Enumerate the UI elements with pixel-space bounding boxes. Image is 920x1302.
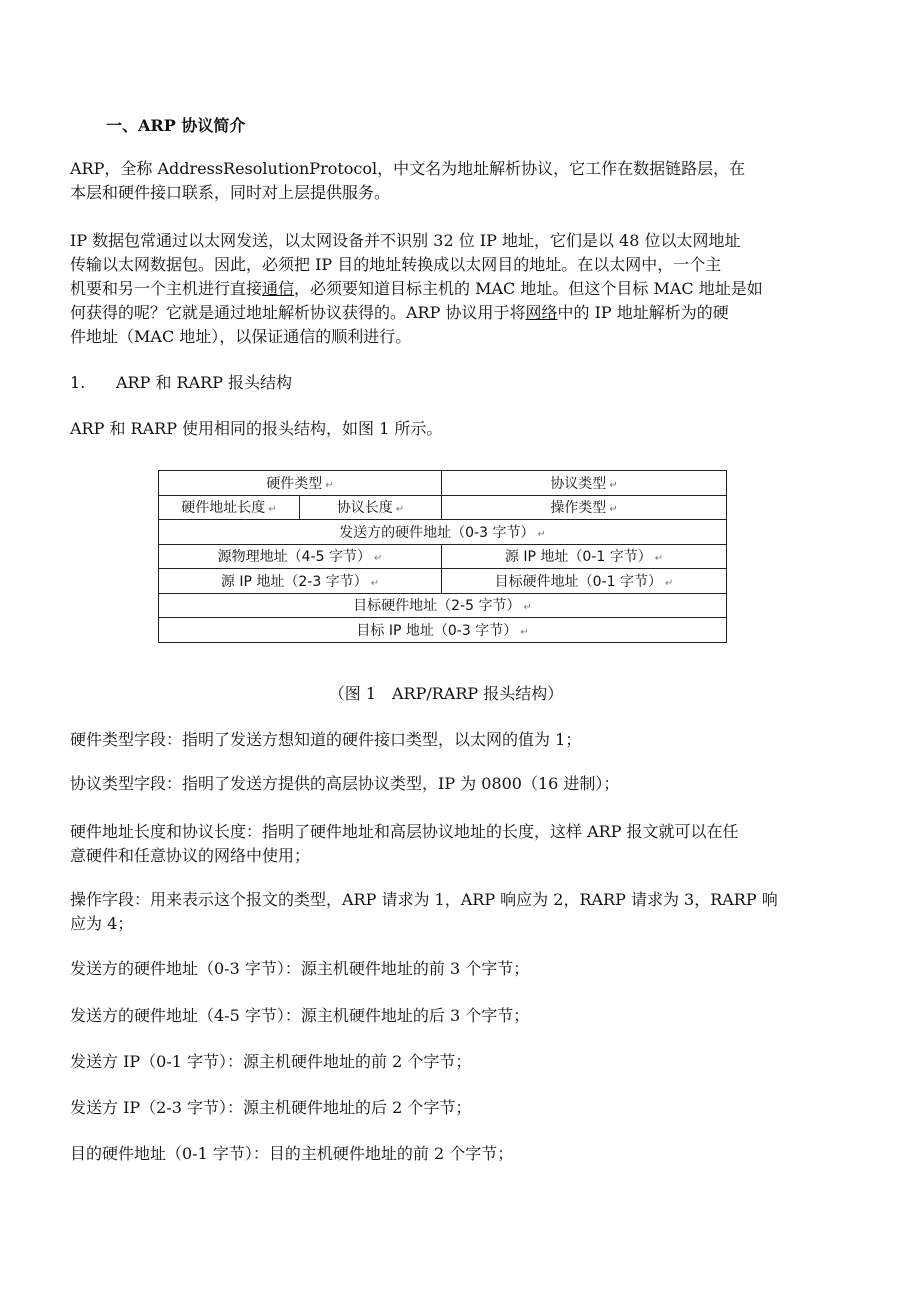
- para2-line-5: 件地址（MAC 地址），以保证通信的顺利进行。: [70, 327, 412, 346]
- field-operation-line-1: 操作字段：用来表示这个报文的类型，ARP 请求为 1，ARP 响应为 2，RARP 请求为 3，RARP 响: [70, 890, 778, 909]
- cell-text: 协议长度: [336, 500, 393, 517]
- field-protocol-type: 协议类型字段：指明了发送方提供的高层协议类型，IP 为 0800（16 进制）；: [70, 774, 620, 793]
- para2-line-2: 传输以太网数据包。因此，必须把 IP 目的地址转换成以太网目的地址。在以太网中，一个主: [70, 255, 722, 274]
- section-intro: ARP 和 RARP 使用相同的报头结构，如图 1 所示。: [70, 419, 443, 438]
- cell-text: 目标硬件地址（0-1 字节）: [494, 573, 662, 590]
- cell-source-ip-2-3: [159, 569, 442, 594]
- table-row: [159, 520, 727, 545]
- section-title-text: ARP 和 RARP 报头结构: [116, 373, 293, 392]
- cell-hardware-address-length: [159, 495, 300, 520]
- cell-text: 硬件类型: [266, 475, 323, 492]
- cell-text: 源 IP 地址（2-3 字节）: [220, 573, 368, 590]
- table-row: [159, 495, 727, 520]
- cell-hardware-type: [159, 471, 442, 496]
- section-title: [70, 370, 292, 393]
- return-mark-icon: ↵: [609, 479, 618, 491]
- cell-protocol-length: [300, 495, 442, 520]
- para2-line-1: IP 数据包常通过以太网发送，以太网设备并不识别 32 位 IP 地址，它们是以 48 位以太网地址: [70, 231, 741, 250]
- field-hardware-type: 硬件类型字段：指明了发送方想知道的硬件接口类型，以太网的值为 1；: [70, 730, 582, 749]
- intro-line-2: 本层和硬件接口联系，同时对上层提供服务。: [70, 183, 391, 202]
- return-mark-icon: ↵: [664, 577, 674, 589]
- para2-line-4: [70, 301, 729, 325]
- return-mark-icon: ↵: [325, 479, 334, 491]
- cell-text: 硬件地址长度: [181, 500, 266, 517]
- return-mark-icon: ↵: [268, 504, 277, 516]
- link-communication[interactable]: 通信: [262, 279, 295, 298]
- cell-text: 源物理地址（4-5 字节）: [217, 549, 371, 566]
- cell-text: 源 IP 地址（0-1 字节）: [504, 549, 652, 566]
- return-mark-icon: ↵: [520, 626, 529, 638]
- field-tha-0-1: 目的硬件地址（0-1 字节）：目的主机硬件地址的前 2 个字节；: [70, 1144, 514, 1163]
- arp-header-diagram: [158, 470, 726, 644]
- return-mark-icon: ↵: [395, 504, 405, 516]
- cell-source-physical-address: [159, 544, 442, 569]
- field-sha-4-5: 发送方的硬件地址（4-5 字节）：源主机硬件地址的后 3 个字节；: [70, 1006, 530, 1025]
- link-network[interactable]: 网络: [525, 303, 558, 322]
- field-operation-line-2: 应为 4；: [70, 914, 134, 933]
- para2-line-3: [70, 277, 763, 301]
- table-row: [159, 593, 727, 618]
- table-row: [159, 471, 727, 496]
- cell-text: 协议类型: [550, 475, 607, 492]
- cell-source-ip-0-1: [442, 544, 727, 569]
- field-spa-2-3: 发送方 IP（2-3 字节）：源主机硬件地址的后 2 个字节；: [70, 1098, 472, 1117]
- cell-target-hw-address-2-5: [159, 593, 727, 618]
- cell-protocol-type: [442, 471, 727, 496]
- table-row: [159, 618, 727, 643]
- cell-target-ip-0-3: [159, 618, 727, 643]
- field-sha-0-3: 发送方的硬件地址（0-3 字节）：源主机硬件地址的前 3 个字节；: [70, 959, 530, 978]
- cell-text: 操作类型: [550, 500, 607, 517]
- cell-text: 目标 IP 地址（0-3 字节）: [356, 622, 518, 639]
- field-spa-0-1: 发送方 IP（0-1 字节）：源主机硬件地址的前 2 个字节；: [70, 1052, 472, 1071]
- field-length-line-1: 硬件地址长度和协议长度：指明了硬件地址和高层协议地址的长度，这样 ARP 报文就可以在任: [70, 822, 739, 841]
- text-span: 何获得的呢？它就是通过地址解析协议获得的。ARP 协议用于将: [70, 303, 526, 322]
- return-mark-icon: ↵: [654, 553, 664, 565]
- return-mark-icon: ↵: [370, 577, 380, 589]
- text-span: 机要和另一个主机进行直接: [70, 279, 263, 298]
- cell-text: 目标硬件地址（2-5 字节）: [353, 598, 521, 615]
- cell-text: 发送方的硬件地址（0-3 字节）: [339, 524, 535, 541]
- table-row: [159, 544, 727, 569]
- arp-header-table: [158, 470, 727, 643]
- section-heading: 一、ARP 协议简介: [106, 116, 246, 135]
- cell-operation-type: [442, 495, 727, 520]
- text-span: ，必须要知道目标主机的 MAC 地址。但这个目标 MAC 地址是如: [294, 279, 763, 298]
- return-mark-icon: ↵: [537, 528, 546, 540]
- cell-target-hw-address-0-1: [442, 569, 727, 594]
- cell-sender-hw-address-0-3: [159, 520, 727, 545]
- section-number: 1.: [70, 373, 86, 392]
- text-span: 中的 IP 地址解析为的硬: [557, 303, 729, 322]
- return-mark-icon: ↵: [373, 553, 383, 565]
- table-row: [159, 569, 727, 594]
- return-mark-icon: ↵: [523, 602, 532, 614]
- return-mark-icon: ↵: [609, 504, 618, 516]
- field-length-line-2: 意硬件和任意协议的网络中使用；: [70, 846, 311, 865]
- figure-caption: （图 1 ARP/RARP 报头结构）: [328, 684, 564, 703]
- intro-line-1: ARP，全称 AddressResolutionProtocol，中文名为地址解析协议，它工作在数据链路层，在: [70, 159, 746, 178]
